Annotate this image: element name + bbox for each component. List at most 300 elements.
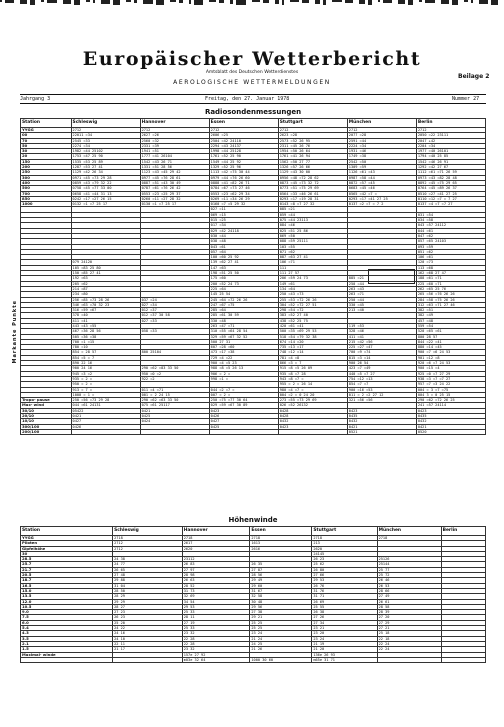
wind-cell: 05422 <box>71 408 140 413</box>
height-label: 16.5 <box>21 583 113 588</box>
table-cell: 674 =14 =20 <box>278 339 347 344</box>
table-cell: 188 =61 =71 <box>416 276 485 281</box>
table-cell: 27 48 <box>113 573 183 578</box>
piloten-label: Piloten <box>21 541 113 546</box>
table-cell: 2627 =26 <box>140 133 209 138</box>
station-name: Hannover <box>140 119 209 128</box>
wind-cell: 0423 <box>347 408 416 413</box>
table-cell: 263 =71 <box>347 292 416 297</box>
yyqq-value: 2712 <box>347 128 416 133</box>
table-cell: 079 24120 <box>71 260 140 265</box>
table-cell: 1000 = 1 = <box>71 392 140 397</box>
table-cell: 1982 =44 25102 <box>71 149 140 154</box>
table-cell: 854 = 28 57 <box>71 350 140 355</box>
table-cell: 0510 =27 =41 27 25 <box>416 191 485 196</box>
table-cell: 26 53 <box>377 583 441 588</box>
table-cell: 378 =40 <box>71 313 140 318</box>
wind-cell <box>278 429 347 434</box>
table-cell: 106 =71 <box>278 260 347 265</box>
table-cell: 26 76 <box>312 583 377 588</box>
table-cell: 051 =62 <box>416 249 485 254</box>
table-cell: 27 29 <box>377 620 441 625</box>
table-cell: 198 =51 25 50 <box>209 271 278 276</box>
table-cell: 012 =37 30 58 <box>140 313 209 318</box>
table-cell: 087 =63 27 41 <box>278 255 347 260</box>
table-cell: 411 =41 <box>347 334 416 339</box>
table-cell: 145 25 54 <box>209 292 278 297</box>
table-cell: 043 =57 24112 <box>416 223 485 228</box>
table-cell: 467 =36 28 56 <box>71 329 140 334</box>
noise-mark <box>359 0 365 4</box>
level-label: 700 <box>21 191 72 196</box>
table-cell: 1287 =53 27 41 <box>71 165 140 170</box>
table-cell: 443 =43 =55 <box>71 323 140 328</box>
divider <box>20 94 486 95</box>
noise-mark <box>219 0 224 3</box>
gipfel-value: 2712 <box>113 546 183 551</box>
table-cell: 2545 =33 <box>71 138 140 143</box>
table-cell: 28 58 <box>377 604 441 609</box>
hoehenwinde-title: Höhenwinde <box>228 516 278 524</box>
maxwind-cell: 026 =52 26132 <box>278 403 347 408</box>
maxwind-cell: 044 =61 24131 <box>71 403 140 408</box>
wind-cell: 0423 <box>416 408 485 413</box>
table-cell: 0132 =1 =7 25 17 <box>71 202 140 207</box>
table-cell: 2274 =34 <box>71 143 140 148</box>
height-label: 25.7 <box>21 562 113 567</box>
table-cell: 25 55 <box>312 604 377 609</box>
maxwind-label: Max- wind <box>21 403 72 408</box>
table-cell: 0758 =45 =77 33 00 <box>71 186 140 191</box>
table-cell: 312 =63 =71 27 46 <box>416 302 485 307</box>
table-cell: 057 =65 24103 <box>416 239 485 244</box>
table-cell: 22011 =34 <box>71 133 140 138</box>
level-label: 50 <box>21 143 72 148</box>
table-cell: 147 =63 <box>209 265 278 270</box>
radiosonde-title: Radiosondenmessungen <box>204 108 302 116</box>
table-cell: 748 =12 =14 <box>278 350 347 355</box>
table-cell: 2311 =45 26 76 <box>278 143 347 148</box>
table-cell: 866 =3 = 7 <box>278 361 347 366</box>
table-cell: 015 =25 <box>209 218 278 223</box>
table-cell: 0764 =45 =89 26 37 <box>416 186 485 191</box>
table-cell: 139 =62 27 41 <box>209 260 278 265</box>
noise-mark <box>41 0 44 2</box>
gipfel-value: 2620 <box>312 546 377 551</box>
table-cell: 058 =33 <box>140 329 209 334</box>
wind-cell: 0428 <box>278 414 347 419</box>
table-cell: 085 =21 <box>278 207 347 212</box>
table-cell: 34 54 <box>182 599 250 604</box>
table-cell: 938 =3 =7 =7 27 <box>416 376 485 381</box>
height-label: 18.7 <box>21 578 113 583</box>
table-cell: 26 69 <box>312 599 377 604</box>
tropopause-cell: 250 =56 =73 29 28 <box>71 398 140 403</box>
noise-mark <box>398 0 405 4</box>
table-cell: 23 24 <box>250 631 312 636</box>
table-cell: 700 =1 =15 <box>71 339 140 344</box>
table-cell: 0553 =23 =62 29 34 <box>209 191 278 196</box>
table-cell: 256 =85 =73 28 26 <box>71 297 140 302</box>
table-cell: 0971 =45 =73 29 28 <box>71 175 140 180</box>
table-cell: 28 98 <box>182 573 250 578</box>
table-cell: 0143 =8 =7 27 32 <box>278 202 347 207</box>
noise-mark <box>126 0 131 2</box>
tropopause-label: Tropo- pause <box>21 398 72 403</box>
table-cell: 900 =4 =5 23 <box>209 361 278 366</box>
table-cell: 1977 =40 26101 <box>416 149 485 154</box>
table-cell: 1123 =43 =45 29 42 <box>140 170 209 175</box>
yyqq-value: 2712 <box>416 128 485 133</box>
table-cell: 0977 =45 =76 28 61 <box>140 175 209 180</box>
table-cell: 330 =48 <box>209 318 278 323</box>
wind-cell: 0423 <box>278 424 347 429</box>
wind-cell: 0421 <box>71 414 140 419</box>
table-cell: 23112 <box>182 557 250 562</box>
table-cell: 915 =8 =5 26 09 <box>278 366 347 371</box>
table-cell: 304 =52 =72 27 51 <box>278 302 347 307</box>
issue-number: Nummer 27 <box>452 96 480 102</box>
table-cell: 1761 =52 25 90 <box>209 154 278 159</box>
wind-cell: 0425 <box>209 424 278 429</box>
table-cell: 1329 =52 25 96 <box>209 165 278 170</box>
level-label: 850 <box>21 196 72 201</box>
table-cell: 23 20 <box>312 631 377 636</box>
table-cell: 26 61 <box>377 599 441 604</box>
stamp-box <box>368 269 415 284</box>
maxwind-cell: 1000 30 60 <box>250 657 312 662</box>
maxwind-label: Maximal- winde <box>21 652 113 657</box>
table-cell: 263 =43 <box>347 286 416 291</box>
table-cell: 28 27 <box>113 604 183 609</box>
table-cell: 247 =67 =75 <box>209 302 278 307</box>
table-cell: 27 49 <box>377 594 441 599</box>
yyqq-value: 2712 <box>71 128 140 133</box>
level-label: 200 <box>21 165 72 170</box>
yyqq-value: 2718 <box>250 536 312 541</box>
table-cell: 22 11 <box>113 641 183 646</box>
tropopause-cell: 273 =55 =73 29 69 <box>278 398 347 403</box>
wind-cell: 0421 <box>347 424 416 429</box>
piloten-value: 1613 <box>250 541 312 546</box>
table-cell: 25 33 <box>182 626 250 631</box>
wind-cell: 0432 <box>347 419 416 424</box>
height-label: 10.5 <box>21 604 113 609</box>
table-cell: 0110 =12 =7 = 7 27 <box>416 196 485 201</box>
table-cell: 754 =12 =13 <box>347 376 416 381</box>
table-cell: 21 17 <box>113 647 183 652</box>
table-cell: 1126 =61 =43 <box>347 170 416 175</box>
table-cell: 0293 =17 =19 28 31 <box>278 196 347 201</box>
table-cell: 900 =16 =53 <box>347 387 416 392</box>
table-cell: 1941 =51 <box>140 149 209 154</box>
height-label: 12.0 <box>21 599 113 604</box>
table-cell: 027 =11 <box>209 207 278 212</box>
station-label: Station <box>21 527 113 536</box>
table-cell: 885 =21 <box>347 276 416 281</box>
wind-cell: 0424 <box>140 419 209 424</box>
table-cell: 105 =83 25 80 <box>71 265 140 270</box>
table-cell: 24145 <box>312 551 377 556</box>
table-cell: 27 34 <box>312 620 377 625</box>
table-cell: 26 80 <box>312 567 377 572</box>
table-cell: 1326 =57 26 66 <box>278 165 347 170</box>
wind-cell: 0428 <box>278 408 347 413</box>
table-cell: 854 =7 =7 <box>347 382 416 387</box>
table-cell: 26 38 <box>312 610 377 615</box>
table-cell: 1753 =47 25 90 <box>71 154 140 159</box>
table-cell: 844 =22 =41 <box>416 339 485 344</box>
table-cell: 920 =6 =7 24 53 <box>416 361 485 366</box>
wind-cell: 0423 <box>209 408 278 413</box>
table-cell: 0564 =33 =46 26 61 <box>278 191 347 196</box>
noise-mark <box>368 0 372 5</box>
noise-mark <box>282 0 284 5</box>
noise-mark <box>419 0 422 2</box>
table-cell: 957 =7 =3 24 22 <box>416 382 485 387</box>
table-cell: 044 =61 <box>416 228 485 233</box>
height-label: 15.0 <box>21 588 113 593</box>
table-cell: 093 =59 <box>416 244 485 249</box>
table-cell: 26 46 <box>377 578 441 583</box>
table-cell: 26 23 <box>113 615 183 620</box>
station-name: München <box>347 119 416 128</box>
table-cell: 780 =10 <box>71 345 140 350</box>
table-cell: 113 =68 <box>416 265 485 270</box>
table-cell: 890 22 16 <box>71 361 140 366</box>
page-subtitle: Amtsblatt des Deutschen Wetterdienstes <box>205 70 299 75</box>
table-cell: 815 =3 =14 <box>347 355 416 360</box>
maxwind-cell: 029 =59 =67 30 89 <box>209 403 278 408</box>
table-cell: 0130 =1 =7 25 17 <box>140 202 209 207</box>
table-cell: 26 65 <box>113 567 183 572</box>
noise-mark <box>302 0 309 3</box>
yyqq-label: YYGG <box>21 536 113 541</box>
table-cell: 043 =61 <box>209 244 278 249</box>
table-cell: 23 21 <box>312 626 377 631</box>
noise-mark <box>5 0 14 3</box>
table-cell: 31 71 <box>312 594 377 599</box>
wind-level-label: 300/100 <box>21 424 72 429</box>
table-cell: 900 24 16 <box>71 366 140 371</box>
noise-mark <box>252 0 260 2</box>
table-cell: 1309 =59 <box>347 165 416 170</box>
table-cell: 250 =44 <box>347 281 416 286</box>
table-cell: 2331 =39 <box>140 143 209 148</box>
wind-cell <box>209 429 278 434</box>
table-cell: 27 66 <box>312 573 377 578</box>
table-cell: 22 28 <box>182 641 250 646</box>
table-cell: 007 = 2 = <box>209 392 278 397</box>
table-cell: 213 =40 <box>347 308 416 313</box>
table-cell: 27 19 <box>182 620 250 625</box>
piloten-value: 213 <box>312 541 377 546</box>
height-label: 7.5 <box>21 615 113 620</box>
level-label: 30 <box>21 149 72 154</box>
table-cell: 29 29 <box>113 599 183 604</box>
table-cell: 075 =44 23113 <box>278 218 347 223</box>
hoehenwinde-table <box>20 526 486 663</box>
noise-mark <box>134 0 137 3</box>
table-cell: 438 =52 25 75 <box>278 318 347 323</box>
height-label: 13.5 <box>21 594 113 599</box>
table-cell: 27 26 <box>312 615 377 620</box>
height-label: 30 <box>21 551 113 556</box>
height-label: 3.5 <box>21 636 113 641</box>
table-cell: 245 =64 =72 26 26 <box>209 297 278 302</box>
station-name: Stuttgart <box>312 527 377 536</box>
table-cell: 27 23 <box>113 610 183 615</box>
table-cell: 0269 =11 =34 26 29 <box>209 196 278 201</box>
height-label: 20.5 <box>21 573 113 578</box>
table-cell: 162 =68 27 47 <box>416 271 485 276</box>
table-cell: 001 = 2 24 15 <box>140 392 209 397</box>
table-cell: 607 =28 =60 <box>209 345 278 350</box>
table-cell: 100 =60 25 92 <box>209 255 278 260</box>
table-cell: 284 =58 =75 26 26 <box>416 297 485 302</box>
table-cell: 24 10 <box>113 636 183 641</box>
table-cell: 290 =62 =83 33 50 <box>140 366 209 371</box>
table-cell: 044 =2 =7 = <box>209 387 278 392</box>
table-cell: 1761 =41 26 94 <box>278 154 347 159</box>
noise-mark <box>464 0 468 2</box>
noise-mark <box>425 0 435 3</box>
table-cell: 31 04 <box>113 583 183 588</box>
table-cell: 729 =4 =22 <box>209 355 278 360</box>
station-name: Essen <box>250 527 312 536</box>
maxwind-cell: m03e 32 64 <box>182 657 250 662</box>
maxwind-cell <box>113 657 183 662</box>
wind-cell: 0435 <box>347 414 416 419</box>
noise-mark <box>236 0 246 5</box>
noise-mark <box>194 0 203 5</box>
wind-cell: 0435 <box>416 414 485 419</box>
table-cell: 255 =53 =72 26 26 <box>278 297 347 302</box>
piloten-value: 2712 <box>113 541 183 546</box>
yyqq-label: YYGG <box>21 128 72 133</box>
noise-mark <box>383 0 392 3</box>
wind-cell: 0432 <box>278 419 347 424</box>
table-cell: 31 76 <box>312 588 377 593</box>
table-cell: 1542 =43 26 71 <box>140 159 209 164</box>
table-cell: 285 =64 <box>209 308 278 313</box>
table-cell: 22 24 <box>377 641 441 646</box>
table-cell: 22 18 <box>377 636 441 641</box>
wind-cell <box>140 429 209 434</box>
table-cell: 175 =60 <box>209 276 278 281</box>
maxwind-cell: 241 =57 24114 <box>416 403 485 408</box>
table-cell: 500 27 31 <box>209 339 278 344</box>
table-cell: 998 =1 = <box>209 376 278 381</box>
table-cell: 1331 =51 28 56 <box>140 165 209 170</box>
level-label: 1000 <box>21 202 72 207</box>
page-title: Europäischer Wetterbericht <box>82 48 422 70</box>
station-name: Berlin <box>416 119 485 128</box>
table-cell: 30 48 <box>250 599 312 604</box>
table-cell: 200 =52 24 73 <box>209 281 278 286</box>
wind-cell: 0521 <box>347 429 416 434</box>
table-cell: 057 =64 <box>209 249 278 254</box>
table-cell: 26 63 <box>182 578 250 583</box>
table-cell: 2573 =52 26 95 <box>278 138 347 143</box>
level-label: 150 <box>21 159 72 164</box>
wind-level-label: 200/100 <box>21 429 72 434</box>
table-cell: 029 =42 24118 <box>209 228 278 233</box>
table-cell: 192 =63 <box>71 276 140 281</box>
table-cell: 0987 =58 =44 <box>347 175 416 180</box>
noise-mark <box>290 0 299 2</box>
table-cell: 26 23 <box>312 557 377 562</box>
table-cell: 2294 =43 24137 <box>209 143 278 148</box>
level-label: 20 <box>21 154 72 159</box>
noise-mark <box>441 0 449 4</box>
table-cell: 28 11 <box>182 615 250 620</box>
table-cell: 901 =12 =8 <box>416 355 485 360</box>
table-cell: 935 =8 =7 28 <box>278 371 347 376</box>
table-cell: 28 66 <box>377 588 441 593</box>
table-cell: 22 24 <box>377 647 441 652</box>
table-cell: 0565 =42 =7 = <box>347 191 416 196</box>
table-cell: 24 77 <box>113 562 183 567</box>
maxwind-cell <box>377 657 441 662</box>
table-cell: 24 22 <box>113 626 183 631</box>
table-cell: 346 =63 =70 32 23 <box>71 302 140 307</box>
table-cell: 500 =35 =69 29 53 <box>278 329 347 334</box>
table-cell: 149 =61 <box>278 281 347 286</box>
table-cell: 004 =2 = 0 24 20 <box>278 392 347 397</box>
table-cell: 027 =34 <box>140 302 209 307</box>
noise-mark <box>491 0 498 5</box>
table-cell: 1777 =41 26104 <box>140 154 209 159</box>
table-cell: 457 =48 <box>416 318 485 323</box>
signif-points-label: Markante Punkte <box>12 300 18 364</box>
table-cell: 2504 =42 24110 <box>209 138 278 143</box>
piloten-value: 2617 <box>182 541 250 546</box>
table-cell: 0873 =45 =73 32 72 <box>278 180 347 185</box>
table-cell: 329 =59 =67 32 52 <box>209 334 278 339</box>
table-cell: 27 38 <box>250 610 312 615</box>
maxwind-cell <box>441 657 485 662</box>
table-cell: 071 =62 <box>278 249 347 254</box>
table-cell: 382 =49 <box>416 313 485 318</box>
table-cell: 037 =24 <box>140 297 209 302</box>
yyqq-value: 2718 <box>377 536 441 541</box>
noise-mark <box>20 0 27 4</box>
table-cell: 29 88 <box>113 578 183 583</box>
table-cell: 943 =8 =7 = <box>278 376 347 381</box>
table-cell: 800 28 57 <box>416 334 485 339</box>
table-cell: 27 97 <box>182 567 250 572</box>
table-cell: 2077 =28 <box>347 133 416 138</box>
table-cell: 0553 =23 =25 29 37 <box>140 191 209 196</box>
table-cell: 0888 =41 =82 26 71 <box>209 180 278 185</box>
table-cell: 0242 =17 =27 26 15 <box>71 196 140 201</box>
noise-mark <box>263 0 269 3</box>
table-cell: 781 =4 =8 <box>278 355 347 360</box>
table-cell: 234 =80 <box>71 292 140 297</box>
table-cell: 23 24 <box>312 636 377 641</box>
table-cell: 0293 =17 =41 27 25 <box>347 196 416 201</box>
station-name: Stuttgart <box>278 119 347 128</box>
level-label: 250 <box>21 170 72 175</box>
noise-mark <box>479 0 488 4</box>
table-cell: 0784 =67 =73 27 46 <box>209 186 278 191</box>
table-cell: 23 32 <box>182 647 250 652</box>
table-cell: 262 =65 25 76 <box>416 286 485 291</box>
table-cell: 955 = 2 = 26 14 <box>278 382 347 387</box>
table-cell: 2542 =50 <box>347 159 416 164</box>
table-cell: 0887 =51 =43 30 49 <box>140 180 209 185</box>
